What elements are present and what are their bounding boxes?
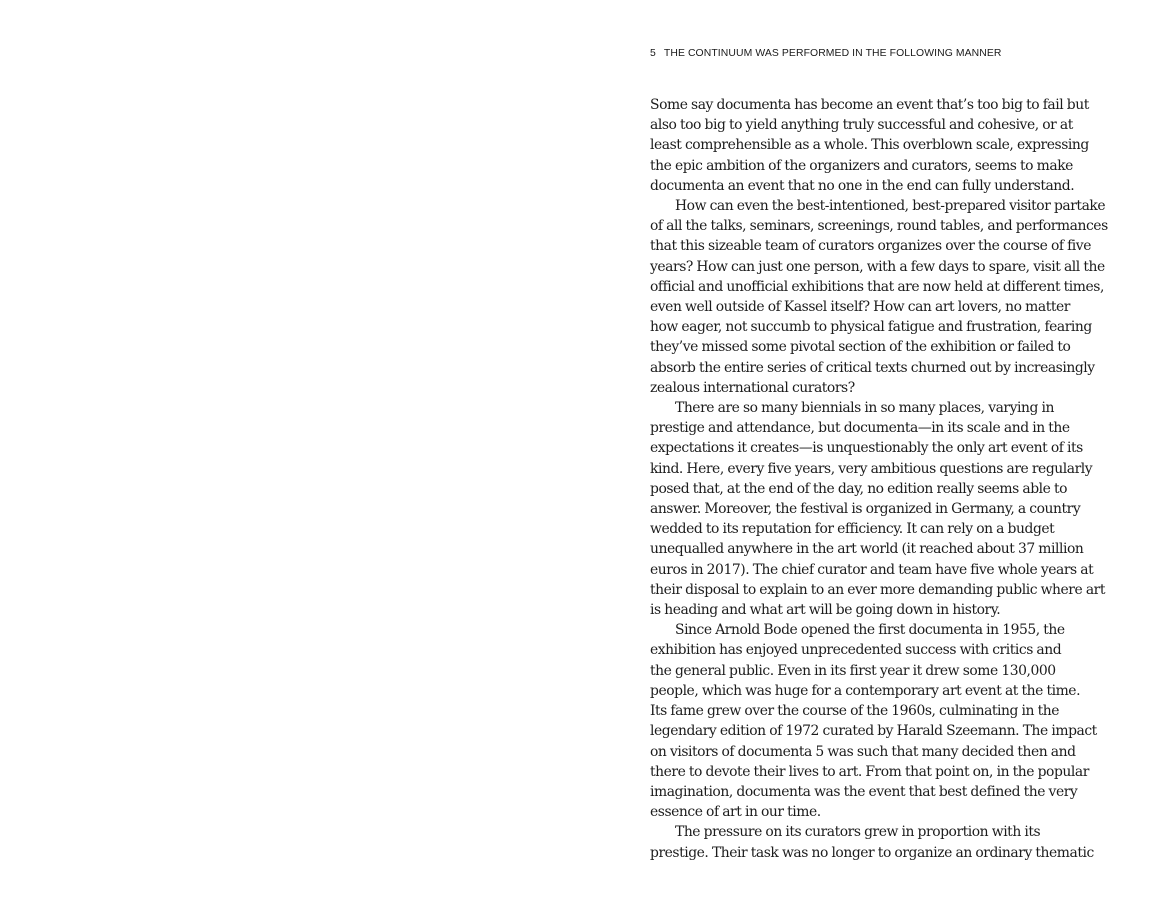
- right-page: [576, 0, 1151, 905]
- paragraph: [650, 95, 1110, 196]
- text-line: of all the talks, seminars, screenings, round tables, and performances: [650, 218, 1108, 235]
- text-line: even well outside of Kassel itself? How can art lovers, no matter: [650, 299, 1070, 316]
- running-head: [650, 47, 1002, 61]
- paragraph: [650, 620, 1110, 822]
- text-line: how eager, not succumb to physical fatigue and frustration, fearing: [650, 319, 1092, 336]
- body-text: [650, 95, 1110, 863]
- text-line: legendary edition of 1972 curated by Harald Szeemann. The impact: [650, 723, 1097, 740]
- text-line: least comprehensible as a whole. This overblown scale, expressing: [650, 137, 1089, 154]
- text-line: imagination, documenta was the event that best defined the very: [650, 783, 1078, 800]
- text-line: also too big to yield anything truly successful and cohesive, or at: [650, 117, 1073, 134]
- text-line: the general public. Even in its first year it drew some 130,000: [650, 662, 1056, 679]
- text-line: prestige and attendance, but documenta—in its scale and in the: [650, 420, 1070, 437]
- text-line: There are so many biennials in so many places, varying in: [675, 400, 1054, 417]
- text-line: their disposal to explain to an ever more demanding public where art: [650, 581, 1105, 598]
- text-line: euros in 2017). The chief curator and team have five whole years at: [650, 561, 1094, 578]
- text-line: wedded to its reputation for efficiency. It can rely on a budget: [650, 521, 1055, 538]
- text-line: the epic ambition of the organizers and curators, seems to make: [650, 157, 1073, 174]
- text-line: documenta an event that no one in the end can fully understand.: [650, 177, 1075, 194]
- text-line: there to devote their lives to art. From that point on, in the popular: [650, 763, 1089, 780]
- text-line: on visitors of documenta 5 was such that many decided then and: [650, 743, 1076, 760]
- text-line: Since Arnold Bode opened the first documenta in 1955, the: [675, 622, 1065, 639]
- paragraph: [650, 398, 1110, 620]
- text-line: official and unofficial exhibitions that are now held at different times,: [650, 278, 1104, 295]
- text-line: they’ve missed some pivotal section of the exhibition or failed to: [650, 339, 1071, 356]
- text-line: people, which was huge for a contemporary art event at the time.: [650, 682, 1081, 699]
- text-line: exhibition has enjoyed unprecedented success with critics and: [650, 642, 1062, 659]
- text-line: answer. Moreover, the festival is organized in Germany, a country: [650, 501, 1081, 518]
- page-number: 5: [650, 48, 656, 59]
- text-line: essence of art in our time.: [650, 804, 821, 821]
- text-line: expectations it creates—is unquestionably the only art event of its: [650, 440, 1083, 457]
- text-line: prestige. Their task was no longer to organize an ordinary thematic: [650, 844, 1094, 861]
- paragraph: [650, 822, 1110, 862]
- text-line: The pressure on its curators grew in proportion with its: [675, 824, 1041, 841]
- text-line: zealous international curators?: [650, 379, 855, 396]
- paragraph: [650, 196, 1110, 398]
- left-page: [0, 0, 575, 905]
- text-line: years? How can just one person, with a few days to spare, visit all the: [650, 258, 1105, 275]
- text-line: absorb the entire series of critical texts churned out by increasingly: [650, 359, 1095, 376]
- text-line: that this sizeable team of curators organizes over the course of five: [650, 238, 1091, 255]
- text-line: kind. Here, every five years, very ambitious questions are regularly: [650, 460, 1093, 477]
- text-line: Its fame grew over the course of the 1960s, culminating in the: [650, 703, 1059, 720]
- text-line: How can even the best-intentioned, best-prepared visitor partake: [675, 198, 1106, 215]
- text-line: Some say documenta has become an event that’s too big to fail but: [650, 97, 1089, 113]
- text-line: unequalled anywhere in the art world (it reached about 37 million: [650, 541, 1084, 558]
- chapter-title: THE CONTINUUM WAS PERFORMED IN THE FOLLOWING MANNER: [663, 48, 1002, 59]
- text-line: posed that, at the end of the day, no edition really seems able to: [650, 480, 1068, 497]
- text-line: is heading and what art will be going down in history.: [650, 602, 1001, 619]
